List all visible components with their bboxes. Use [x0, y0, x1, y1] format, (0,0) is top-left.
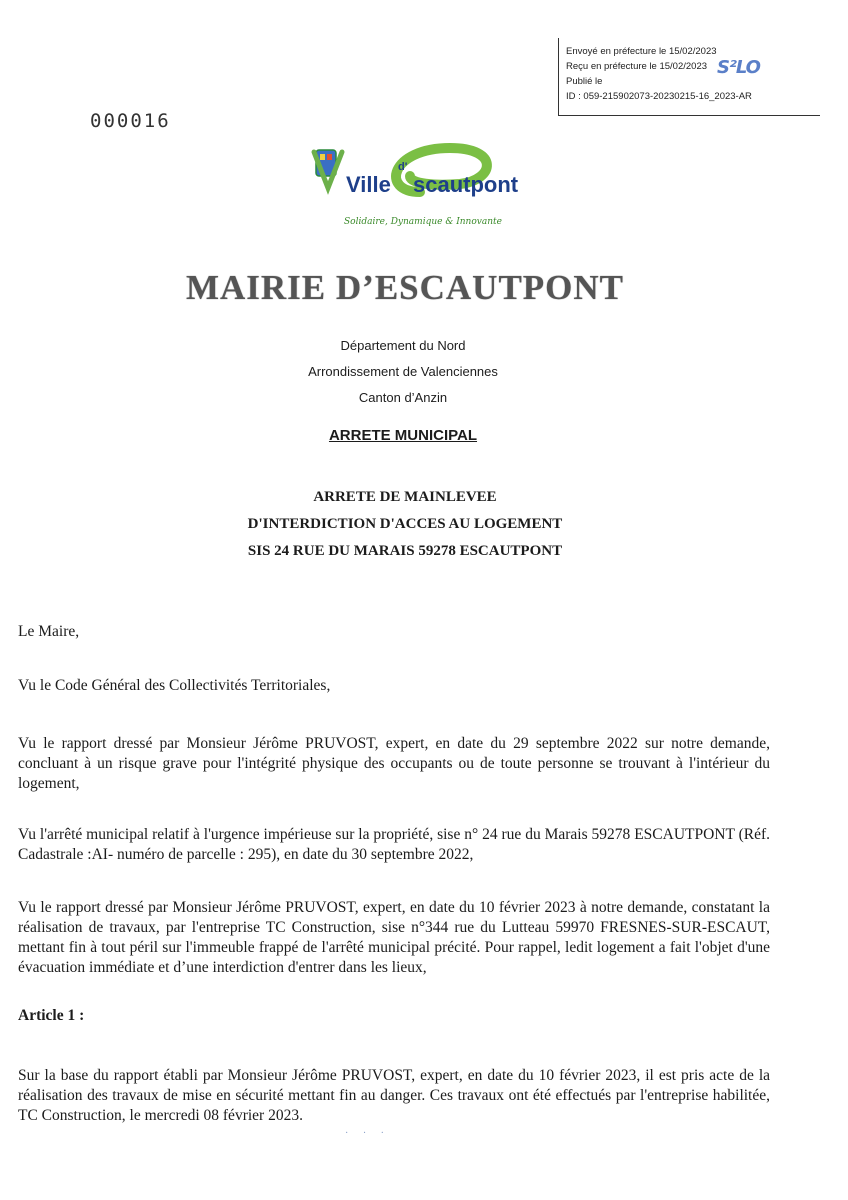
le-maire-line: Le Maire, — [18, 623, 80, 640]
arrondissement-line: Arrondissement de Valenciennes — [308, 364, 498, 379]
article-1-text: Sur la base du rapport établi par Monsieur Jérôme PRUVOST, expert, en date du 10 février 2023, il est pris acte de la réalisation des travaux de mise en sécurité mettant fin au danger. Ces travaux ont été effectués par l'entreprise habilitée, TC Construction, le mercredi 08 février 2023. — [18, 1067, 770, 1124]
stamp-id-line: ID : 059-215902073-20230215-16_2023-AR — [566, 91, 752, 102]
canton-line: Canton d’Anzin — [358, 390, 448, 405]
administrative-header — [0, 333, 806, 411]
arrete-subject — [0, 484, 810, 565]
logo-motto-text: Solidaire, Dynamique & Innovante — [344, 217, 502, 227]
subject-line-3: SIS 24 RUE DU MARAIS 59278 ESCAUTPONT — [247, 543, 563, 559]
logo-d-text: d' — [398, 161, 408, 173]
arrete-label: ARRETE MUNICIPAL — [328, 427, 478, 444]
vu-arrete-paragraph: Vu l'arrêté municipal relatif à l'urgence impérieuse sur la propriété, sise n° 24 rue du Marais 59278 ESCAUTPONT (Réf. Cadastrale :AI- numéro de parcelle : 295), en date du 30 septembre 2022, — [18, 826, 770, 863]
department-line: Département du Nord — [340, 338, 466, 353]
vu-rapport-2022-paragraph: Vu le rapport dressé par Monsieur Jérôme PRUVOST, expert, en date du 29 septembre 2022 sur notre demande, concluant à un risque grave pour l'intégrité physique des occupants ou de toute personne se trouvant à l'intérieur du logement, — [18, 735, 770, 792]
handwritten-annotation: S²LO — [717, 57, 760, 78]
document-number: 000016 — [90, 110, 171, 132]
scan-artifact-dots: · · · — [345, 1128, 390, 1139]
logo-escautpont-text: scautpont — [413, 172, 519, 197]
article-1-heading: Article 1 : — [18, 1007, 85, 1024]
page-title: MAIRIE D’ESCAUTPONT — [185, 268, 625, 307]
subject-line-2: D'INTERDICTION D'ACCES AU LOGEMENT — [247, 516, 563, 532]
town-logo — [310, 140, 535, 232]
stamp-published-line: Publié le — [566, 76, 603, 87]
vu-rapport-2023-paragraph: Vu le rapport dressé par Monsieur Jérôme PRUVOST, expert, en date du 10 février 2023 à notre demande, constatant la réalisation de travaux, par l'entreprise TC Construction, sise n°344 rue du Lutteau 59970 FRESNES-SUR-ESCAUT, mettant fin à tout péril sur l'immeuble frappé de l'arrêté municipal précité. Pour rappel, ledit logement a fait l'objet d'une évacuation immédiate et d’une interdiction d'entrer dans les lieux, — [18, 899, 770, 976]
subject-line-1: ARRETE DE MAINLEVEE — [313, 489, 497, 505]
prefecture-stamp — [558, 38, 820, 116]
stamp-received-line: Reçu en préfecture le 15/02/2023 — [566, 61, 708, 72]
logo-ville-text: Ville — [346, 172, 391, 197]
stamp-sent-line: Envoyé en préfecture le 15/02/2023 — [566, 46, 717, 57]
vu-code-paragraph: Vu le Code Général des Collectivités Territoriales, — [18, 677, 331, 694]
